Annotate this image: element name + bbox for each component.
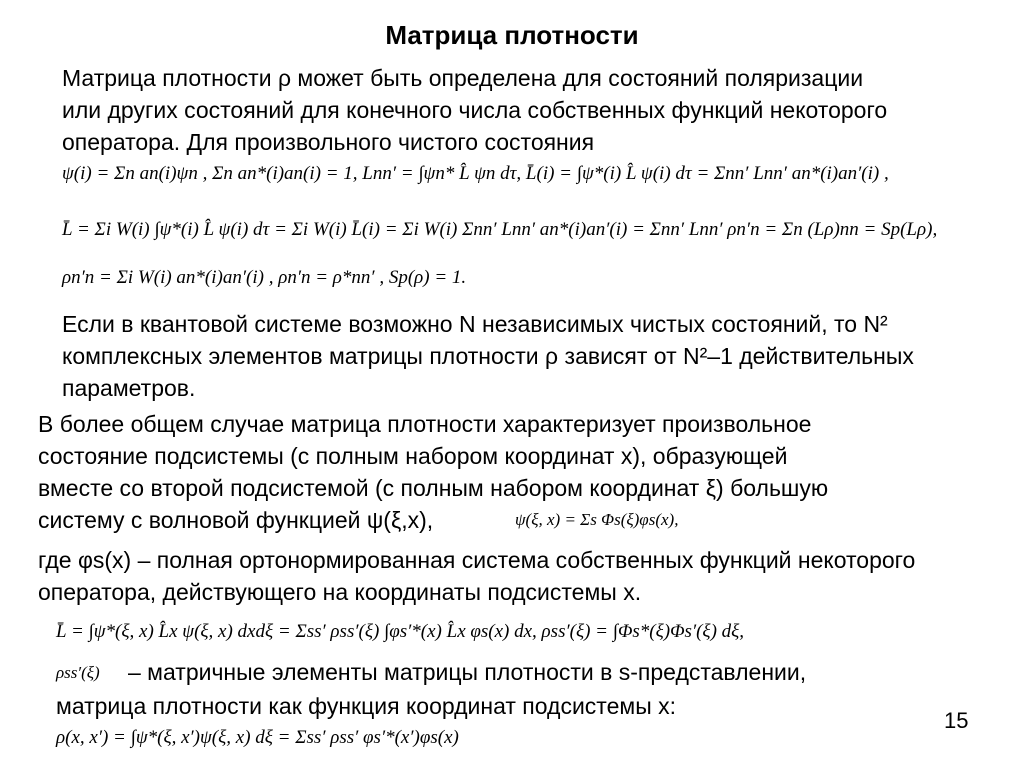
rho-ss-symbol: ρss′(ξ) — [56, 663, 100, 682]
wavefunction-formula: ψ(ξ, x) = Σs Φs(ξ)φs(x), — [515, 510, 679, 529]
intro-line-3: оператора. Для произвольного чистого состояния — [62, 129, 595, 155]
para3-line-3: вместе со второй подсистемой (с полным набором координат ξ) большую — [38, 475, 829, 501]
intro-line-2: или других состояний для конечного числа собственных функций некоторого — [62, 97, 888, 123]
formula-rho-xx: ρ(x, x′) = ∫ψ*(ξ, x′)ψ(ξ, x) dξ = Σss′ ρss′ φs′*(x′)φs(x) — [56, 727, 459, 748]
para3-line-4: систему с волновой функцией ψ(ξ,x), — [38, 507, 434, 533]
para2-line-3: параметров. — [62, 375, 196, 401]
para2-line-1: Если в квантовой системе возможно N независимых чистых состояний, то N² — [62, 311, 888, 337]
formula-average-L: L̄ = ∫ψ*(ξ, x) L̂x ψ(ξ, x) dxdξ = Σss′ ρss′(ξ) ∫φs′*(x) L̂x φs(x) dx, ρss′(ξ) = ∫Φs*(ξ)Φs′(ξ) dξ, — [56, 621, 745, 642]
intro-line-1: Матрица плотности ρ может быть определена для состояний поляризации — [62, 65, 864, 91]
formula-line-3: ρn′n = Σi W(i) an*(i)an′(i) , ρn′n = ρ*nn′ , Sp(ρ) = 1. — [62, 267, 467, 288]
para3-line-1: В более общем случае матрица плотности характеризует произвольное — [38, 411, 812, 437]
matrix-elements-line: – матричные элементы матрицы плотности в s-представлении, — [128, 659, 807, 685]
formula-line-1: ψ(i) = Σn an(i)ψn , Σn an*(i)an(i) = 1, Lnn′ = ∫ψn* L̂ ψn dτ, L̄(i) = ∫ψ*(i) L̂ ψ(i) dτ = Σnn′ Lnn′ an*(i)an′(i) , — [62, 163, 889, 184]
page-number: 15 — [944, 708, 969, 733]
para2-line-2: комплексных элементов матрицы плотности ρ зависят от N²–1 действительных — [62, 343, 914, 369]
para4-line-1: где φs(x) – полная ортонормированная система собственных функций некоторого — [38, 547, 916, 573]
formula-line-2: L̄ = Σi W(i) ∫ψ*(i) L̂ ψ(i) dτ = Σi W(i) L̄(i) = Σi W(i) Σnn′ Lnn′ an*(i)an′(i) = Σnn′ Lnn′ ρn′n = Σn (Lρ)nn = Sp(Lρ), — [62, 219, 938, 240]
matrix-function-line: матрица плотности как функция координат подсистемы x: — [56, 693, 677, 719]
slide-title: Матрица плотности — [385, 20, 639, 50]
para4-line-2: оператора, действующего на координаты подсистемы x. — [38, 579, 642, 605]
para3-line-2: состояние подсистемы (с полным набором координат x), образующей — [38, 443, 788, 469]
